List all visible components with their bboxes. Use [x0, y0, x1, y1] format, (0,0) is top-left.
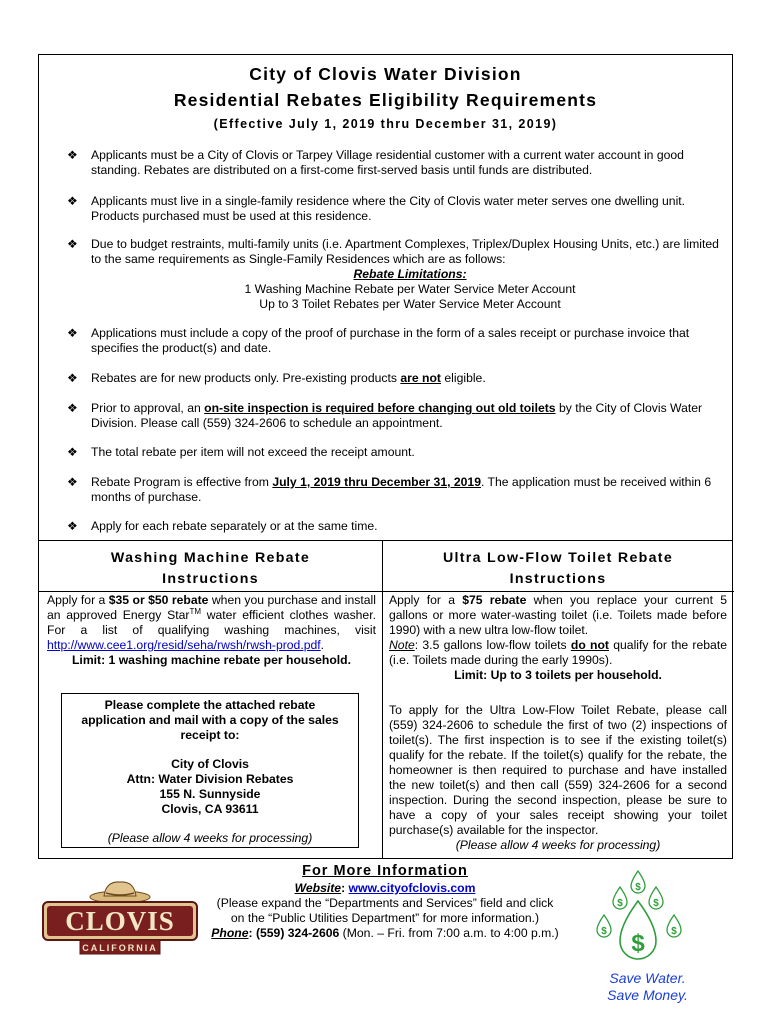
diamond-bullet-icon: ❖ [67, 445, 78, 459]
toilet-instructions: Apply for a $75 rebate when you replace your current 5 gallons or more water-wasting toilet (i.e. Toilets made before 1990) with a new ultra low-flow toilet. Note: 3.5 gallons low-flow toilets do not qualify for the rebate (i.e. Toilets made during the early 1990s). Limit: Up to 3 toilets per household. [389, 593, 727, 682]
rebate-limitations-heading: Rebate Limitations: [353, 267, 467, 281]
bullet-item-5: ❖ Rebates are for new products only. Pre-existing products are not eligible. [67, 371, 486, 385]
logo-subtitle: CALIFORNIA [82, 943, 158, 953]
dollar-sign-icon: $ [653, 898, 659, 909]
rebate-limitations: Rebate Limitations: 1 Washing Machine Rebate per Water Service Meter Account Up to 3 Toilet Rebates per Water Service Meter Account [244, 267, 576, 311]
phone-line: Phone: (559) 324-2606 (Mon. – Fri. from 7:00 a.m. to 4:00 p.m.) [211, 926, 559, 940]
diamond-bullet-icon: ❖ [67, 326, 78, 340]
bullet-item-1: ❖ Applicants must be a City of Clovis or Tarpey Village residential customer with a current water account in good standing. Rebates are distributed on a first-come first-served basis until funds are distributed. [67, 148, 684, 177]
bullet-item-4: ❖ Applications must include a copy of the proof of purchase in the form of a sales receipt or purchase invoice that specifies the product(s) and date. [67, 326, 690, 355]
website-instructions: (Please expand the “Departments and Services” field and click on the “Public Utilities Department” for more information.) [216, 896, 554, 925]
washer-instructions: Apply for a $35 or $50 rebate when you purchase and install an approved Energy Star™ water efficient clothes washer. For a list of qualifying washing machines, visit http://www.cee1.org/resid/seha/rwsh/rwsh-prod.pdf. Limit: 1 washing machine rebate per household. [47, 593, 376, 667]
money-drops-graphic [590, 865, 705, 975]
diamond-bullet-icon: ❖ [67, 519, 78, 533]
save-slogan: Save Water. Save Money. [607, 970, 688, 1003]
dollar-sign-icon: $ [635, 882, 641, 893]
washer-column-heading: Washing Machine Rebate Instructions [110, 550, 311, 587]
eligibility-box [38, 54, 733, 541]
toilet-processing-note: (Please allow 4 weeks for processing) [455, 838, 661, 852]
bullet-item-2: ❖ Applicants must live in a single-family residence where the City of Clovis water meter serves one dwelling unit. Products purchased must be used at this residence. [67, 194, 686, 223]
dollar-sign-icon: $ [631, 930, 645, 957]
washer-limit: Limit: 1 washing machine rebate per household. [71, 653, 351, 667]
mailing-address-box: Please complete the attached rebate application and mail with a copy of the sales receipt to: City of Clovis Attn: Water Division Rebates 155 N. Sunnyside Clovis, CA 93611 (Please allow 4 weeks for processing) [61, 693, 359, 848]
diamond-bullet-icon: ❖ [67, 475, 78, 489]
processing-note: (Please allow 4 weeks for processing) [107, 831, 313, 845]
toilet-limit: Limit: Up to 3 toilets per household. [454, 668, 662, 682]
website-line: Website: www.cityofclovis.com [294, 881, 476, 895]
diamond-bullet-icon: ❖ [67, 371, 78, 385]
dollar-sign-icon: $ [601, 926, 607, 937]
bullet-item-6: ❖ Prior to approval, an on-site inspection is required before changing out old toilets by the City of Clovis Water Division. Please call (559) 324-2606 to schedule an appointment. [67, 401, 703, 430]
dollar-sign-icon: $ [671, 926, 677, 937]
page-title: City of Clovis Water Division [249, 64, 522, 84]
toilet-column-heading: Ultra Low-Flow Toilet Rebate Instructions [442, 550, 674, 587]
bullet-item-9: ❖ Apply for each rebate separately or at the same time. [67, 519, 378, 533]
logo-wordmark: CLOVIS [65, 906, 175, 936]
clovis-logo [40, 878, 200, 958]
more-info-heading: For More Information [302, 863, 468, 879]
bullet-item-3: ❖ Due to budget restraints, multi-family units (i.e. Apartment Complexes, Triplex/Duplex Housing Units, etc.) are limited to the same requirements as Single-Family Residences which are as follows: Rebate Limitations: 1 Washing Machine Rebate per Water Service Meter Account Up to 3 Toilet Rebates per Water Service Meter Account [67, 237, 729, 312]
diamond-bullet-icon: ❖ [67, 237, 78, 251]
bullet-item-8: ❖ Rebate Program is effective from July 1, 2019 thru December 31, 2019. The application must be received within 6 months of purchase. [67, 475, 712, 504]
diamond-bullet-icon: ❖ [67, 401, 78, 415]
effective-dates: (Effective July 1, 2019 thru December 31, 2019) [213, 117, 558, 131]
diamond-bullet-icon: ❖ [67, 148, 78, 162]
dollar-sign-icon: $ [617, 898, 623, 909]
toilet-inspection-instructions: To apply for the Ultra Low-Flow Toilet Rebate, please call (559) 324-2606 to schedule the first of two (2) inspections of toilet(s). The first inspection is to see if the existing toilet(s) qualify for the rebate. If the toilet(s) qualify for the rebate, the homeowner is then required to purchase and have installed the new toilet(s) and then call (559) 324-2606 for a second inspection. During the second inspection, please be sure to have a copy of your sales receipt showing your toilet purchase(s) available for the inspector. (Please allow 4 weeks for processing) [389, 703, 727, 852]
instructions-table [38, 541, 733, 859]
website-link[interactable]: www.cityofclovis.com [348, 881, 476, 895]
diamond-bullet-icon: ❖ [67, 194, 78, 208]
header-divider [39, 591, 734, 592]
bullet-item-7: ❖ The total rebate per item will not exceed the receipt amount. [67, 445, 415, 459]
page-subtitle: Residential Rebates Eligibility Requirements [173, 90, 598, 110]
cee-washer-list-link[interactable]: http://www.cee1.org/resid/seha/rwsh/rwsh-prod.pdf [47, 638, 321, 652]
